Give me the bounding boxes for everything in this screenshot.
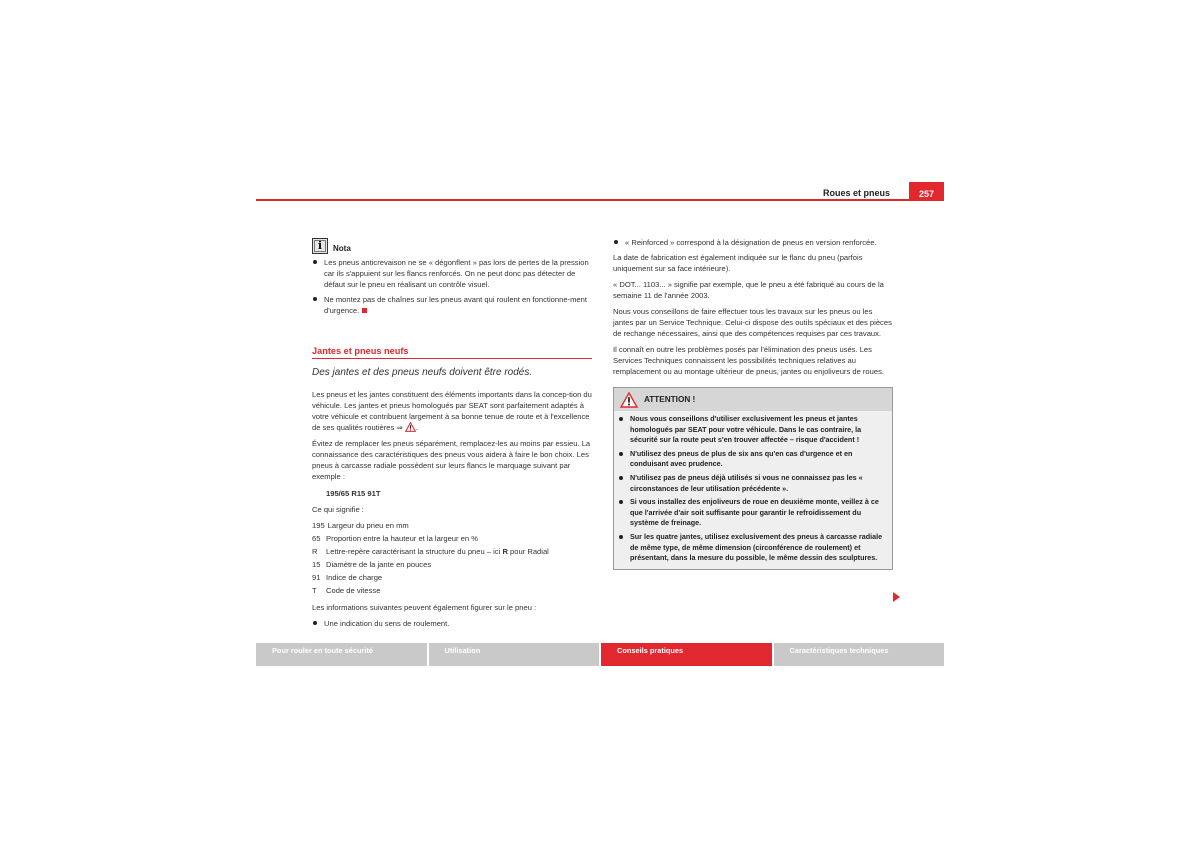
definition-row (312, 533, 592, 544)
paragraph-info-more: Les informations suivantes peuvent également figurer sur le pneu : (312, 603, 537, 612)
warning-triangle-icon (620, 392, 638, 408)
warning-triangle-icon (405, 422, 416, 432)
attention-bullet: N'utilisez des pneus de plus de six ans qu'en cas d'urgence et en conduisant avec prudence. (618, 449, 888, 470)
definition-key: 65 (312, 534, 321, 543)
bullet-direction: Une indication du sens de roulement. (312, 618, 592, 629)
note-header (312, 238, 592, 254)
right-column (613, 237, 893, 570)
note-bullet-2-text: Ne montez pas de chaînes sur les pneus avant qui roulent en fonctionne-ment d'urgence. (324, 295, 587, 315)
attention-bullet: Nous vous conseillons d'utiliser exclusivement les pneus et jantes homologués par SEAT pour votre véhicule. Dans le cas contraire, la sécurité sur la route peut s'en trouver affectée – risque d'accident ! (618, 414, 888, 446)
definition-text-part: pour Radial (507, 547, 549, 556)
definition-row (312, 585, 592, 596)
definition-row (312, 559, 592, 570)
attention-header (614, 388, 892, 411)
definition-text (326, 546, 549, 557)
header-divider (256, 199, 944, 201)
definition-text-part: Lettre-repère caractérisant la structure du pneu – ici (326, 547, 503, 556)
footer-tab-practical-tips[interactable]: Conseils pratiques (601, 643, 772, 666)
tire-code-definitions (312, 520, 592, 596)
definition-text: Largeur du pneu en mm (327, 521, 409, 530)
page-number: 257 (909, 182, 944, 201)
paragraph-replace: Évitez de remplacer les pneus séparément, remplacez-les au moins par essieu. La connaissance des caractéristiques des pneus vous aidera à faire le bon choix. Les pneus à carcasse radiale possèdent sur leurs flancs le marquage suivant par exemple : (312, 439, 591, 481)
definition-text: Indice de charge (326, 573, 383, 582)
bullet-reinforced: « Reinforced » correspond à la désignation de pneus en version renforcée. (613, 237, 893, 248)
meaning-label: Ce qui signifie : (312, 505, 364, 514)
attention-bullet: N'utilisez pas de pneus déjà utilisés si vous ne connaissez pas les « circonstances de leur utilisation précédente ». (618, 473, 888, 494)
tire-spec: 195/65 R15 91T (326, 489, 381, 498)
note-bullet-1: Les pneus anticrevaison ne se « dégonflent » pas lors de pertes de la pression car ils s'appuient sur les flancs renforcés. On ne peut donc pas détecter de défaut sur le pneu en réalisant un contrôle visuel. (312, 257, 592, 290)
footer-tab-technical-specs[interactable]: Caractéristiques techniques (774, 643, 945, 666)
end-of-section-icon (362, 308, 367, 313)
footer-nav (256, 643, 944, 666)
definition-key: 15 (312, 560, 321, 569)
left-column (312, 238, 592, 633)
section-subtitle: Des jantes et des pneus neufs doivent être rodés. (312, 367, 533, 378)
paragraph-disposal: Il connaît en outre les problèmes posés par l'élimination des pneus usés. Les Services Techniques connaissent les possibilités techniques relatives au remplacement ou au montage ultérieur de pneus, jantes ou enjoliveurs de roues. (613, 345, 885, 376)
footer-tab-safety[interactable]: Pour rouler en toute sécurité (256, 643, 427, 666)
definition-key: R (312, 547, 318, 556)
note-bullet-2 (312, 294, 592, 316)
section-title: Jantes et pneus neufs (312, 346, 592, 359)
definition-key: T (312, 586, 317, 595)
definition-text: Proportion entre la hauteur et la largeur en % (326, 534, 478, 543)
attention-title: ATTENTION ! (644, 395, 696, 404)
continue-arrow-icon (893, 592, 900, 602)
attention-body (614, 411, 892, 569)
definition-row (312, 572, 592, 583)
chapter-title: Roues et pneus (822, 188, 890, 198)
attention-bullet: Sur les quatre jantes, utilisez exclusivement des pneus à carcasse radiale de même type, de même dimension (circonférence de roulement) et présentant, dans la mesure du possible, le même dessin des sculptures. (618, 532, 888, 564)
definition-key: 195 (312, 521, 325, 530)
attention-bullet: Si vous installez des enjoliveurs de roue en deuxième monte, veillez à ce que l'arrivée d'air soit suffisante pour garantir le refroidissement du système de freinage. (618, 497, 888, 529)
definition-row (312, 520, 592, 531)
paragraph-design: Les pneus et les jantes constituent des éléments importants dans la concep-tion du véhicule. Les jantes et pneus homologués par SEAT sont parfaitement adaptés à votre véhicule et contribuent largement à sa bonne tenue de route et à l'excellence de ses qualités routières ⇒ . (312, 390, 592, 432)
definition-row (312, 546, 592, 557)
attention-box (613, 387, 893, 570)
definition-bold: R (502, 547, 508, 556)
note-title: Nota (333, 244, 351, 253)
definition-text: Diamètre de la jante en pouces (326, 560, 432, 569)
paragraph-service: Nous vous conseillons de faire effectuer tous les travaux sur les pneus ou les jantes par un Service Technique. Celui-ci dispose des outils spéciaux et des pièces de rechange nécessaires, ainsi que des compétences requises par ces travaux. (613, 307, 892, 338)
definition-text: Code de vitesse (326, 586, 381, 595)
footer-tab-usage[interactable]: Utilisation (429, 643, 600, 666)
paragraph-date: La date de fabrication est également indiquée sur le flanc du pneu (parfois uniquement sur sa face intérieure). (613, 253, 863, 273)
paragraph-dot: « DOT... 1103... » signifie par exemple, que le pneu a été fabriqué au cours de la semaine 11 de l'année 2003. (613, 280, 884, 300)
info-icon: i (312, 238, 328, 254)
paragraph-design-text: Les pneus et les jantes constituent des éléments importants dans la concep-tion du véhicule. Les jantes et pneus homologués par SEAT sont parfaitement adaptés à votre véhicule et contribuent largement à sa bonne tenue de route et à l'excellence de ses qualités routières ⇒ (312, 390, 592, 432)
definition-key: 91 (312, 573, 321, 582)
